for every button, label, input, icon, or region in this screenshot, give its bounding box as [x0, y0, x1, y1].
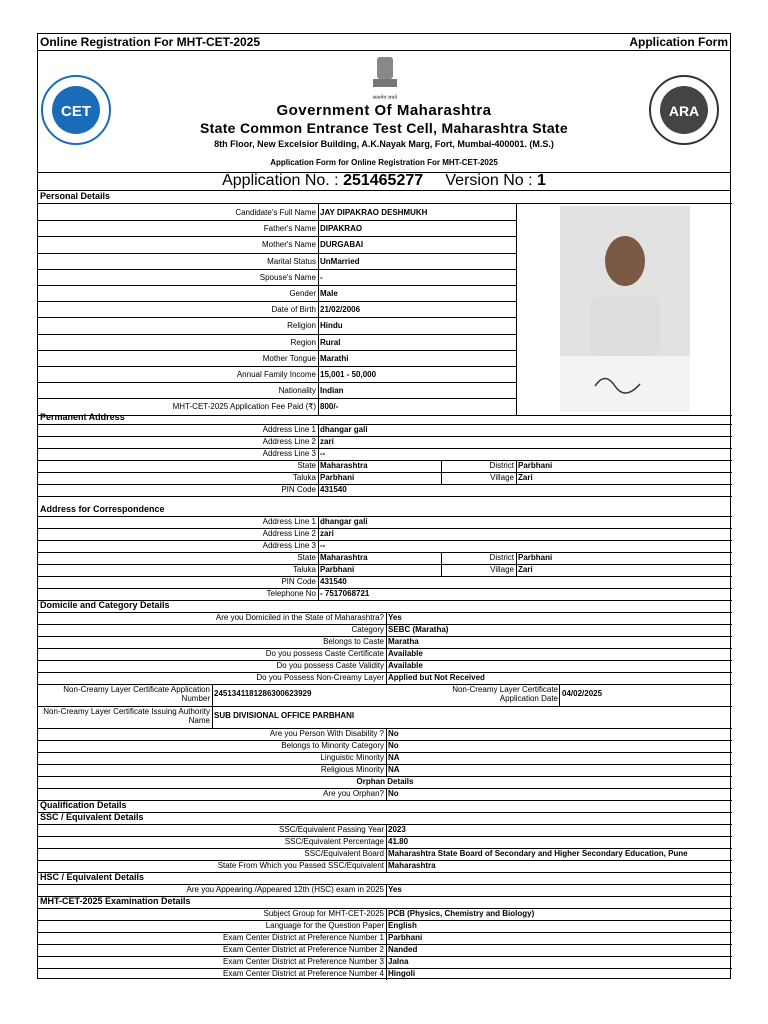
column-divider — [559, 684, 560, 706]
top-bar — [38, 34, 730, 51]
ncl-date-label: Non-Creamy Layer Certificate Application Date — [452, 685, 558, 703]
correspondence-address-value: zari — [320, 529, 334, 538]
correspondence-address-value: -- — [320, 541, 326, 550]
exam-row-value: Hingoli — [388, 969, 416, 978]
cell-title: State Common Entrance Test Cell, Maharashtra State — [200, 120, 568, 136]
column-divider — [516, 204, 517, 415]
permanent-village-value: Zari — [518, 473, 533, 482]
domicile-row2-label: Linguistic Minority — [320, 753, 384, 762]
correspondence-address-label: Address Line 1 — [262, 517, 316, 526]
app-no-label: Application No. : — [222, 172, 339, 189]
personal-row-value: 800/- — [320, 402, 339, 412]
ncl-date-value: 04/02/2025 — [562, 689, 603, 698]
column-divider — [386, 728, 387, 776]
personal-row-value: Male — [320, 289, 338, 298]
orphan-heading: Orphan Details — [356, 777, 414, 786]
photo-icon — [560, 206, 690, 412]
permanent-district-label: District — [489, 461, 514, 470]
personal-row-value: Rural — [320, 337, 341, 347]
ssc-row-label: SSC/Equivalent Passing Year — [279, 825, 384, 834]
personal-row-label: Region — [290, 337, 316, 347]
app-no-value: 251465277 — [343, 172, 424, 189]
permanent-pin-label: PIN Code — [281, 485, 316, 494]
ssc-row-label: SSC/Equivalent Percentage — [284, 837, 384, 846]
section-personal: Personal Details — [40, 191, 111, 201]
personal-row-label: Religion — [287, 321, 316, 331]
registration-title: Online Registration For MHT-CET-2025 — [40, 35, 261, 49]
permanent-state-value: Maharashtra — [320, 461, 368, 470]
domicile-row-label: Do you possess Caste Certificate — [265, 649, 384, 658]
correspondence-district-value: Parbhani — [518, 553, 553, 562]
ssc-row-value: 2023 — [388, 825, 406, 834]
permanent-state-label: State — [297, 461, 316, 470]
row-divider — [38, 220, 516, 221]
form-label: Application Form — [629, 35, 728, 49]
office-address: 8th Floor, New Excelsior Building, A.K.Nayak Marg, Fort, Mumbai-400001. (M.S.) — [214, 139, 554, 149]
personal-row-value: UnMarried — [320, 256, 360, 266]
domicile-row-label: Do you Possess Non-Creamy Layer — [256, 673, 384, 682]
permanent-address-label: Address Line 3 — [262, 449, 316, 458]
section-exam: MHT-CET-2025 Examination Details — [40, 896, 191, 906]
column-divider — [386, 884, 387, 896]
exam-row-value: Parbhani — [388, 933, 423, 942]
personal-row-label: Spouse's Name — [259, 272, 316, 282]
correspondence-village-value: Zari — [518, 565, 533, 574]
column-divider — [318, 516, 319, 600]
emblem-caption: सत्यमेव जयते — [372, 95, 398, 101]
personal-row-value: DIPAKRAO — [320, 224, 363, 234]
correspondence-pin-label: PIN Code — [281, 577, 316, 586]
domicile-row-label: Category — [351, 625, 384, 634]
domicile-row-label: Are you Domiciled in the State of Maharashtra? — [215, 613, 384, 622]
section-hsc: HSC / Equivalent Details — [40, 872, 145, 882]
domicile-row-value: Available — [388, 649, 423, 658]
personal-row-label: MHT-CET-2025 Application Fee Paid (₹) — [172, 402, 316, 412]
row-divider — [38, 317, 516, 318]
candidate-photo — [560, 206, 690, 412]
column-divider — [386, 788, 387, 800]
permanent-address-value: dhangar gali — [320, 425, 368, 434]
column-divider — [516, 552, 517, 576]
row-divider — [38, 350, 516, 351]
personal-row-label: Candidate's Full Name — [235, 208, 316, 217]
personal-row-label: Mother's Name — [262, 240, 316, 250]
row-divider — [38, 382, 516, 383]
ssc-row-value: Maharashtra State Board of Secondary and Higher Secondary Education, Pune — [388, 849, 688, 858]
personal-row-value: Marathi — [320, 353, 349, 363]
section-correspondence: Address for Correspondence — [40, 504, 165, 514]
permanent-address-label: Address Line 1 — [262, 425, 316, 434]
orphan-row-label: Are you Orphan? — [323, 789, 384, 798]
correspondence-state-label: State — [297, 553, 316, 562]
version-value: 1 — [537, 172, 546, 189]
permanent-district-value: Parbhani — [518, 461, 553, 470]
ncl-app-label: Non-Creamy Layer Certificate Application Number — [63, 685, 210, 703]
exam-row-label: Exam Center District at Preference Number 4 — [223, 969, 384, 978]
exam-row-label: Exam Center District at Preference Number 3 — [223, 957, 384, 966]
row-divider — [38, 203, 732, 204]
ncl-auth-label: Non-Creamy Layer Certificate Issuing Authority Name — [43, 707, 210, 725]
column-divider — [441, 552, 442, 576]
personal-row-label: Date of Birth — [271, 305, 316, 315]
permanent-address-label: Address Line 2 — [262, 437, 316, 446]
domicile-row-value: Available — [388, 661, 423, 670]
personal-row-label: Nationality — [278, 386, 316, 396]
orphan-row-value: No — [388, 789, 399, 798]
domicile-row2-label: Are you Person With Disability ? — [269, 729, 384, 738]
exam-row-label: Exam Center District at Preference Number 1 — [223, 933, 384, 942]
personal-row-value: 21/02/2006 — [320, 305, 361, 315]
section-permanent: Permanent Address — [40, 412, 125, 422]
ssc-row-value: 41.80 — [388, 837, 409, 846]
personal-row-value: 15,001 - 50,000 — [320, 370, 377, 379]
permanent-address-value: -- — [320, 449, 326, 458]
domicile-row-label: Do you possess Caste Validity — [276, 661, 384, 670]
row-divider — [38, 236, 516, 237]
hsc-row-label: Are you Appearing /Appeared 12th (HSC) exam in 2025 — [186, 885, 384, 894]
personal-row-value: Indian — [320, 386, 344, 396]
domicile-row2-label: Belongs to Minority Category — [281, 741, 384, 750]
correspondence-state-value: Maharashtra — [320, 553, 368, 562]
correspondence-address-value: dhangar gali — [320, 517, 368, 526]
application-number-bar — [38, 172, 730, 191]
domicile-row2-value: NA — [388, 765, 400, 774]
correspondence-telephone-value: - 7517068721 — [320, 589, 370, 598]
row-divider — [38, 398, 516, 399]
domicile-row2-value: No — [388, 741, 399, 750]
domicile-row2-label: Religious Minority — [320, 765, 384, 774]
column-divider — [516, 460, 517, 484]
version-label: Version No : — [445, 172, 533, 189]
exam-row-label: Subject Group for MHT-CET-2025 — [263, 909, 384, 918]
row-divider — [38, 334, 516, 335]
exam-row-label: Language for the Question Paper — [265, 921, 384, 930]
ssc-row-label: State From Which you Passed SSC/Equivalent — [217, 861, 384, 870]
column-divider — [441, 460, 442, 484]
personal-row-value: - — [320, 272, 323, 282]
permanent-taluka-value: Parbhani — [320, 473, 355, 482]
correspondence-address-label: Address Line 3 — [262, 541, 316, 550]
personal-row-label: Marital Status — [267, 256, 316, 266]
row-divider — [38, 496, 732, 497]
ara-logo-text: ARA — [668, 103, 700, 119]
column-divider — [386, 908, 387, 980]
permanent-village-label: Village — [490, 473, 514, 482]
exam-row-value: Jalna — [388, 957, 409, 966]
correspondence-taluka-value: Parbhani — [320, 565, 355, 574]
exam-row-value: PCB (Physics, Chemistry and Biology) — [388, 909, 535, 918]
ara-logo-icon — [648, 74, 720, 146]
section-domicile: Domicile and Category Details — [40, 600, 170, 610]
column-divider — [386, 612, 387, 684]
personal-row-label: Father's Name — [263, 224, 316, 234]
ncl-app-value: 245134118128630062392​9 — [214, 689, 312, 698]
cet-logo-text: CET — [61, 103, 91, 120]
section-qualification: Qualification Details — [40, 800, 127, 810]
form-subtitle: Application Form for Online Registration For MHT-CET-2025 — [270, 158, 498, 167]
permanent-taluka-label: Taluka — [292, 473, 316, 482]
ncl-auth-value: SUB DIVISIONAL OFFICE PARBHANI — [214, 711, 355, 720]
exam-row-value: English — [388, 921, 417, 930]
column-divider — [318, 424, 319, 496]
exam-row-label: Exam Center District at Preference Number 2 — [223, 945, 384, 954]
correspondence-taluka-label: Taluka — [292, 565, 316, 574]
row-divider — [38, 301, 516, 302]
government-title: Government Of Maharashtra — [276, 102, 492, 119]
domicile-row-value: Applied but Not Received — [388, 673, 485, 682]
personal-row-value: DURGABAI — [320, 240, 364, 250]
correspondence-pin-value: 431540 — [320, 577, 347, 586]
exam-row-value: Nanded — [388, 945, 418, 954]
section-ssc: SSC / Equivalent Details — [40, 812, 144, 822]
domicile-row-value: Yes — [388, 613, 402, 622]
permanent-address-value: zari — [320, 437, 334, 446]
column-divider — [318, 204, 319, 415]
permanent-pin-value: 431540 — [320, 485, 347, 494]
domicile-row2-value: No — [388, 729, 399, 738]
domicile-row-value: SEBC (Maratha) — [388, 625, 449, 634]
domicile-row2-value: NA — [388, 753, 400, 762]
application-form — [37, 33, 731, 979]
ssc-row-label: SSC/Equivalent Board — [304, 849, 384, 858]
correspondence-village-label: Village — [490, 565, 514, 574]
row-divider — [38, 366, 516, 367]
personal-row-label: Gender — [289, 289, 316, 298]
column-divider — [386, 824, 387, 872]
correspondence-telephone-label: Telephone No — [266, 589, 316, 598]
hsc-row-value: Yes — [388, 885, 402, 894]
row-divider — [38, 269, 516, 270]
personal-row-label: Mother Tongue — [262, 353, 316, 363]
ssc-row-value: Maharashtra — [388, 861, 436, 870]
correspondence-address-label: Address Line 2 — [262, 529, 316, 538]
personal-row-value: JAY DIPAKRAO DESHMUKH — [320, 208, 428, 217]
row-divider — [38, 253, 516, 254]
correspondence-district-label: District — [489, 553, 514, 562]
header — [38, 50, 730, 173]
domicile-row-value: Maratha — [388, 637, 419, 646]
personal-row-label: Annual Family Income — [236, 370, 316, 379]
personal-row-value: Hindu — [320, 321, 343, 331]
row-divider — [38, 285, 516, 286]
emblem-icon — [367, 53, 403, 103]
domicile-row-label: Belongs to Caste — [323, 637, 384, 646]
